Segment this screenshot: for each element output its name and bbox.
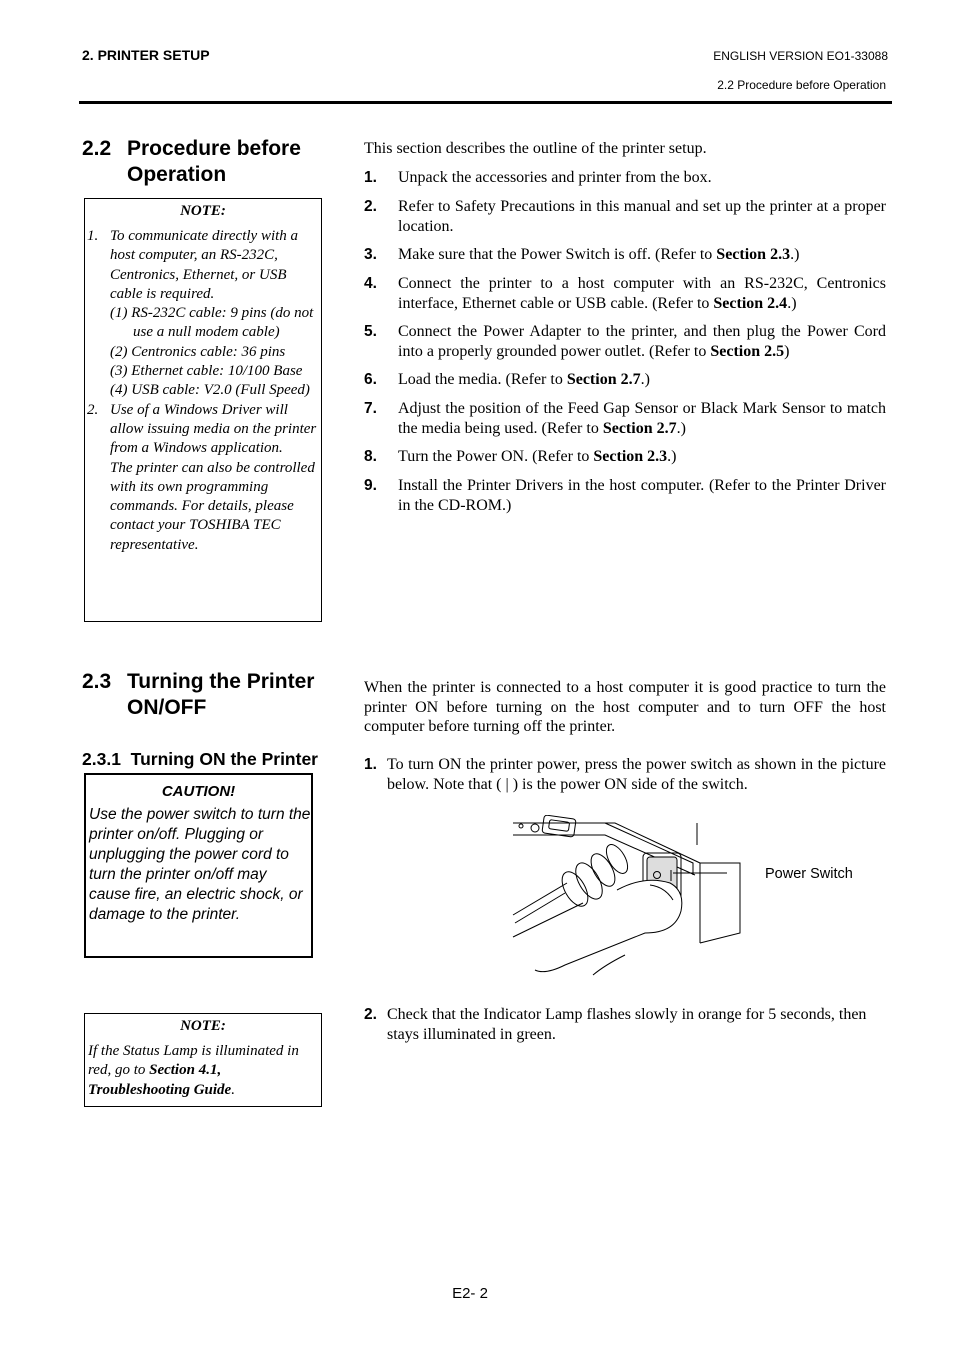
caution-box: [84, 773, 313, 958]
subsection-title: Turning ON the Printer: [130, 749, 318, 769]
note-box-status-lamp: [84, 1013, 322, 1107]
section-title-line2: Operation: [127, 163, 227, 186]
note-box-setup: [84, 198, 322, 622]
setup-step-1: 1. Unpack the accessories and printer from the box.: [364, 169, 712, 186]
note-sub-2: (2) Centronics cable: 36 pins: [110, 343, 286, 360]
subsection-2-3-1-heading: [82, 749, 318, 770]
header-section: 2.2 Procedure before Operation: [717, 78, 886, 92]
power-switch-illustration: [505, 815, 875, 985]
section-title-line1: Turning the Printer: [127, 670, 315, 693]
note-title: NOTE:: [180, 203, 226, 219]
page-number: E2- 2: [452, 1285, 488, 1302]
note-sub-4: (4) USB cable: V2.0 (Full Speed): [110, 382, 310, 399]
note-item-2: 2. Use of a Windows Driver will allow issuing media on the printer from a Windows application.: [87, 401, 317, 457]
header-version: ENGLISH VERSION EO1-33088: [713, 49, 888, 63]
setup-step-9: 9. Install the Printer Drivers in the host computer. (Refer to the Printer Driver in the CD-ROM.): [364, 477, 886, 514]
caution-body: Use the power switch to turn the printer on/off. Plugging or unplugging the power cord to turn the printer on/off may cause fire, an electric shock, or damage to the printer.: [89, 806, 311, 923]
section-2-3-heading: [82, 669, 352, 721]
section-reference: Section 2.3: [593, 448, 668, 465]
note-sub-3: (3) Ethernet cable: 10/100 Base: [110, 363, 303, 380]
section-reference: Section 2.7: [566, 371, 641, 388]
power-on-step-2: 2. Check that the Indicator Lamp flashes slowly in orange for 5 seconds, then stays illuminated in green.: [364, 1006, 867, 1043]
note-body: If the Status Lamp is illuminated in red, go to Section 4.1, Troubleshooting Guide.: [88, 1043, 299, 1098]
setup-step-5: 5. Connect the Power Adapter to the printer, and then plug the Power Cord into a properly grounded power outlet. (Refer to Section 2.5): [364, 323, 886, 360]
setup-step-6: 6. Load the media. (Refer to Section 2.7.): [364, 371, 650, 388]
subsection-number: 2.3.1: [82, 749, 121, 769]
section-2-2-heading: [82, 136, 352, 188]
section-reference: Section 2.4: [713, 294, 788, 312]
note-item-2-continued: The printer can also be controlled with its own programming commands. For details, please contact your TOSHIBA TEC representative.: [110, 459, 315, 553]
note-sub-1: (1) RS-232C cable: 9 pins (do not use a null modem cable): [110, 305, 314, 341]
figure-label-power-switch: Power Switch: [765, 866, 853, 882]
section-2-3-intro: When the printer is connected to a host computer it is good practice to turn the printer ON before turning on the host computer and to turn OFF the host computer before turning off the printer.: [364, 679, 886, 735]
header-rule: [79, 101, 892, 104]
setup-step-3: 3. Make sure that the Power Switch is off. (Refer to Section 2.3.): [364, 246, 800, 263]
note-title: NOTE:: [180, 1018, 226, 1034]
section-reference: Section 4.1, Troubleshooting Guide: [88, 1062, 232, 1098]
section-reference: Section 2.5: [710, 342, 785, 360]
section-reference: Section 2.7: [602, 419, 677, 437]
setup-step-8: 8. Turn the Power ON. (Refer to Section 2.3.): [364, 448, 677, 465]
setup-step-2: 2. Refer to Safety Precautions in this manual and set up the printer at a proper location.: [364, 198, 886, 235]
section-title-line2: ON/OFF: [127, 696, 207, 719]
power-on-step-1: 1. To turn ON the printer power, press the power switch as shown in the picture below. Note that ( | ) is the power ON side of the switch.: [364, 756, 886, 793]
section-reference: Section 2.3: [716, 246, 791, 263]
caution-title: CAUTION!: [161, 783, 236, 800]
note-item-1: 1. To communicate directly with a host computer, an RS-232C, Centronics, Ethernet, or USB cable is required.: [87, 228, 299, 302]
section-number: 2.3: [82, 670, 112, 693]
section-title-line1: Procedure before: [127, 137, 301, 160]
setup-step-7: 7. Adjust the position of the Feed Gap Sensor or Black Mark Sensor to match the media being used. (Refer to Section 2.7.): [364, 400, 886, 437]
section-2-2-intro: This section describes the outline of the printer setup.: [364, 140, 707, 157]
setup-step-4: 4. Connect the printer to a host computer with an RS-232C, Centronics interface, Ethernet cable or USB cable. (Refer to Section 2.4.): [364, 275, 886, 312]
header-chapter: 2. PRINTER SETUP: [82, 47, 210, 63]
section-number: 2.2: [82, 137, 112, 160]
